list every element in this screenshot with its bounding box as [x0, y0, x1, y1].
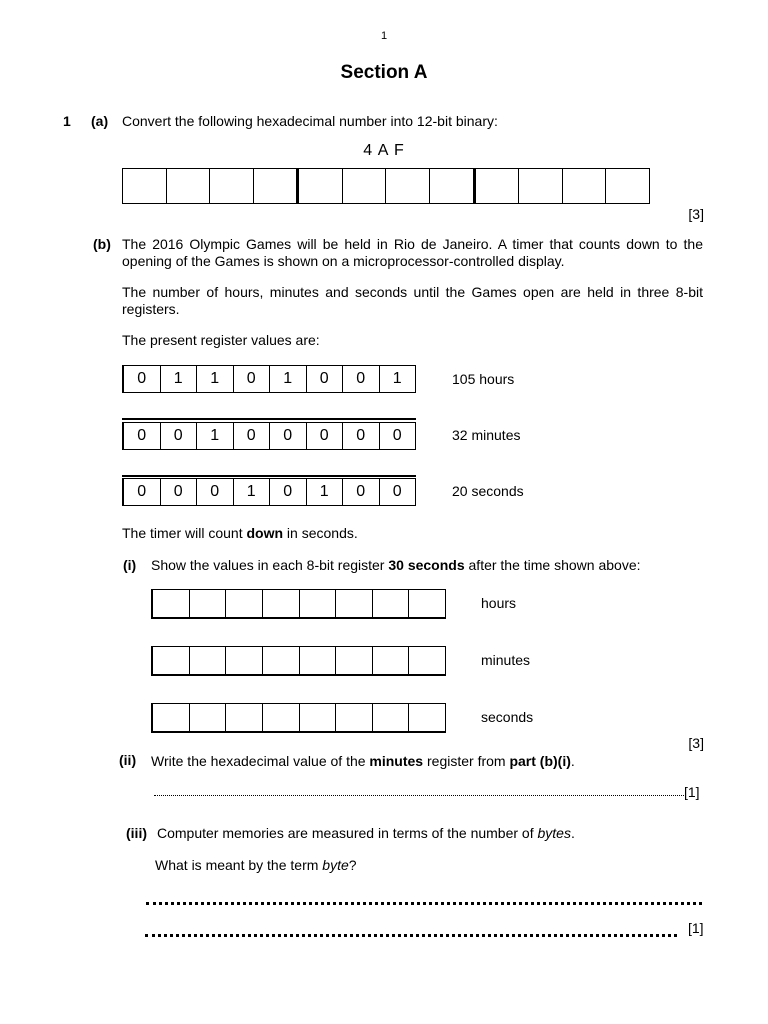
bit-cell[interactable]	[300, 590, 337, 617]
hours-register-label: 105 hours	[452, 371, 515, 387]
register-bit: 0	[161, 423, 198, 449]
bit-cell[interactable]	[300, 647, 337, 674]
part-b-i-marks: [3]	[688, 735, 704, 751]
bit-cell[interactable]	[190, 647, 227, 674]
register-bit: 0	[270, 423, 307, 449]
hours-answer-register	[151, 589, 446, 619]
register-bit: 1	[234, 479, 271, 505]
register-bit: 1	[307, 479, 344, 505]
bit-cell[interactable]	[336, 647, 373, 674]
register-bit: 1	[161, 366, 198, 392]
seconds-answer-register	[151, 703, 446, 733]
bit-cell[interactable]	[343, 169, 387, 203]
register-bit: 1	[392, 370, 402, 387]
bit-cell[interactable]	[373, 704, 410, 731]
bit-cell[interactable]	[430, 169, 476, 203]
bit-cell[interactable]	[606, 169, 649, 203]
bit-cell[interactable]	[190, 704, 227, 731]
part-b-ii-marks: [1]	[684, 784, 700, 800]
bit-cell[interactable]	[409, 647, 445, 674]
bit-cell[interactable]	[300, 704, 337, 731]
bit-cell[interactable]	[373, 590, 410, 617]
bit-cell[interactable]	[263, 704, 300, 731]
byte-question: What is meant by the term byte?	[155, 857, 357, 873]
register-bit: 0	[392, 483, 402, 500]
register-bit: 1	[197, 423, 234, 449]
part-a-marks: [3]	[688, 206, 704, 222]
register-bit: 0	[124, 479, 161, 505]
bit-cell[interactable]	[409, 704, 445, 731]
register-divider	[122, 475, 416, 477]
seconds-register	[122, 478, 416, 506]
register-bit: 0	[307, 423, 344, 449]
question-number: 1	[63, 113, 71, 129]
register-bit: 0	[392, 427, 402, 444]
section-title: Section A	[340, 62, 428, 83]
part-b-iii-label: (iii)	[126, 825, 147, 841]
minutes-register-label: 32 minutes	[452, 427, 521, 443]
hours-answer-label: hours	[481, 595, 517, 611]
part-b-label: (b)	[93, 236, 111, 252]
part-b-iii-marks: [1]	[688, 920, 704, 936]
register-bit: 0	[234, 366, 271, 392]
register-bit: 0	[343, 479, 380, 505]
bit-cell[interactable]	[226, 704, 263, 731]
minutes-register	[122, 422, 416, 450]
count-down-text: The timer will count down in seconds.	[122, 525, 358, 541]
part-b-iii-prompt: Computer memories are measured in terms of the number of bytes.	[157, 825, 575, 841]
bit-cell[interactable]	[519, 169, 563, 203]
bit-cell[interactable]	[409, 590, 445, 617]
bit-cell[interactable]	[254, 169, 300, 203]
present-values-text: The present register values are:	[122, 332, 320, 348]
bit-cell[interactable]	[476, 169, 520, 203]
registers-description: The number of hours, minutes and seconds until the Games open are held in three 8-bit registers.	[122, 284, 703, 317]
seconds-answer-label: seconds	[481, 709, 534, 725]
register-bit: 0	[343, 423, 380, 449]
bit-cell[interactable]	[373, 647, 410, 674]
bit-cell[interactable]	[226, 647, 263, 674]
bit-cell[interactable]	[263, 590, 300, 617]
minutes-answer-register	[151, 646, 446, 676]
minutes-answer-label: minutes	[481, 652, 531, 668]
part-b-intro: The 2016 Olympic Games will be held in Rio de Janeiro. A timer that counts down to the opening of the Games is shown on a microprocessor-controlled display.	[122, 236, 703, 269]
bit-cell[interactable]	[386, 169, 430, 203]
part-b-ii-label: (ii)	[119, 752, 137, 768]
page-number: 1	[380, 30, 388, 42]
answer-line[interactable]	[145, 934, 677, 937]
bit-cell[interactable]	[123, 169, 167, 203]
answer-line[interactable]	[146, 902, 702, 905]
bit-cell[interactable]	[153, 590, 190, 617]
hex-value: 4 A F	[363, 142, 405, 159]
register-bit: 1	[197, 366, 234, 392]
register-bit: 0	[270, 479, 307, 505]
register-bit: 0	[161, 479, 198, 505]
part-a-prompt: Convert the following hexadecimal number into 12-bit binary:	[122, 113, 498, 129]
bit-cell[interactable]	[336, 704, 373, 731]
register-bit: 0	[197, 479, 234, 505]
bit-cell[interactable]	[263, 647, 300, 674]
answer-line[interactable]	[154, 795, 684, 796]
binary-answer-grid	[122, 168, 650, 204]
register-bit: 0	[343, 366, 380, 392]
bit-cell[interactable]	[153, 647, 190, 674]
bit-cell[interactable]	[167, 169, 211, 203]
part-a-label: (a)	[91, 113, 109, 129]
register-bit: 0	[124, 423, 161, 449]
part-b-ii-prompt: Write the hexadecimal value of the minutes register from part (b)(i).	[151, 753, 575, 769]
register-divider	[122, 418, 416, 420]
part-b-i-prompt: Show the values in each 8-bit register 30 seconds after the time shown above:	[151, 557, 641, 573]
register-bit: 0	[234, 423, 271, 449]
bit-cell[interactable]	[210, 169, 254, 203]
bit-cell[interactable]	[563, 169, 607, 203]
bit-cell[interactable]	[299, 169, 343, 203]
bit-cell[interactable]	[336, 590, 373, 617]
register-bit: 0	[124, 366, 161, 392]
bit-cell[interactable]	[226, 590, 263, 617]
register-bit: 0	[307, 366, 344, 392]
seconds-register-label: 20 seconds	[452, 483, 524, 499]
bit-cell[interactable]	[190, 590, 227, 617]
register-bit: 1	[270, 366, 307, 392]
hours-register	[122, 365, 416, 393]
part-b-i-label: (i)	[123, 557, 137, 573]
bit-cell[interactable]	[153, 704, 190, 731]
